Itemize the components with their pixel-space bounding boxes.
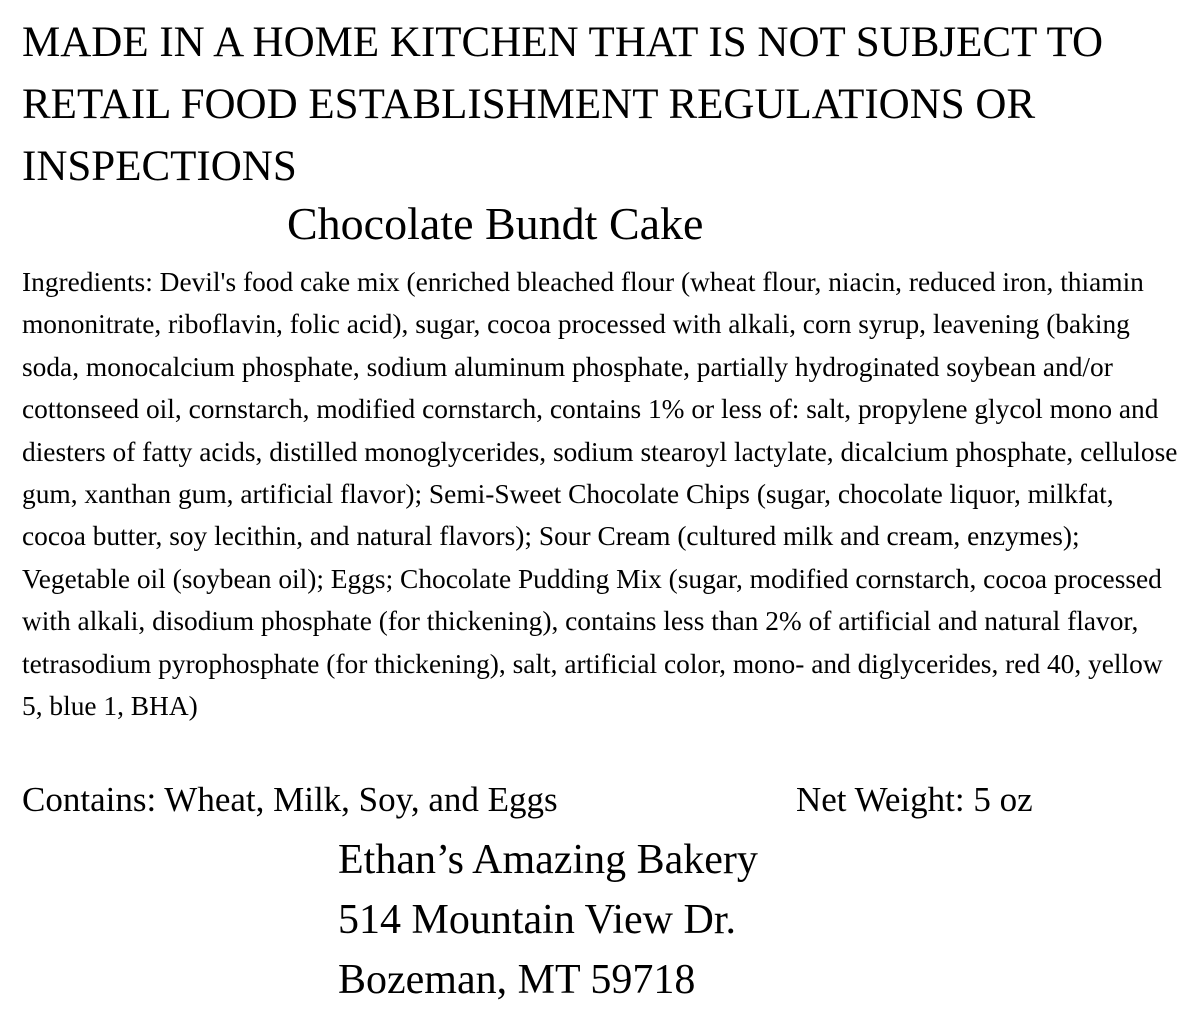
home-kitchen-disclaimer: MADE IN A HOME KITCHEN THAT IS NOT SUBJECT TO RETAIL FOOD ESTABLISHMENT REGULATIONS OR INSPECTIONS (22, 19, 1104, 190)
allergen-statement: Contains: Wheat, Milk, Soy, and Eggs (22, 780, 558, 819)
business-address-block (338, 830, 758, 1010)
product-name: Chocolate Bundt Cake (287, 198, 704, 249)
ingredients-list: Ingredients: Devil's food cake mix (enriched bleached flour (wheat flour, niacin, reduced iron, thiamin mononitrate, riboflavin, folic acid), sugar, cocoa processed with alkali, corn syrup, leavening (baking soda, monocalcium phosphate, sodium aluminum phosphate, partially hydroginated soybean and/or cottonseed oil, cornstarch, modified cornstarch, contains 1% or less of: salt, propylene glycol mono and diesters of fatty acids, distilled monoglycerides, sodium stearoyl lactylate, dicalcium phosphate, cellulose gum, xanthan gum, artificial flavor); Semi-Sweet Chocolate Chips (sugar, chocolate liquor, milkfat, cocoa butter, soy lecithin, and natural flavors); Sour Cream (cultured milk and cream, enzymes); Vegetable oil (soybean oil); Eggs; Chocolate Pudding Mix (sugar, modified cornstarch, cocoa processed with alkali, disodium phosphate (for thickening), contains less than 2% of artificial and natural flavor, tetrasodium pyrophosphate (for thickening), salt, artificial color, mono- and diglycerides, red 40, yellow 5, blue 1, BHA) (22, 267, 1178, 722)
business-name: Ethan’s Amazing Bakery (338, 837, 758, 883)
business-street: 514 Mountain View Dr. (338, 897, 737, 943)
business-city-state-zip: Bozeman, MT 59718 (338, 957, 696, 1003)
net-weight: Net Weight: 5 oz (796, 780, 1033, 819)
